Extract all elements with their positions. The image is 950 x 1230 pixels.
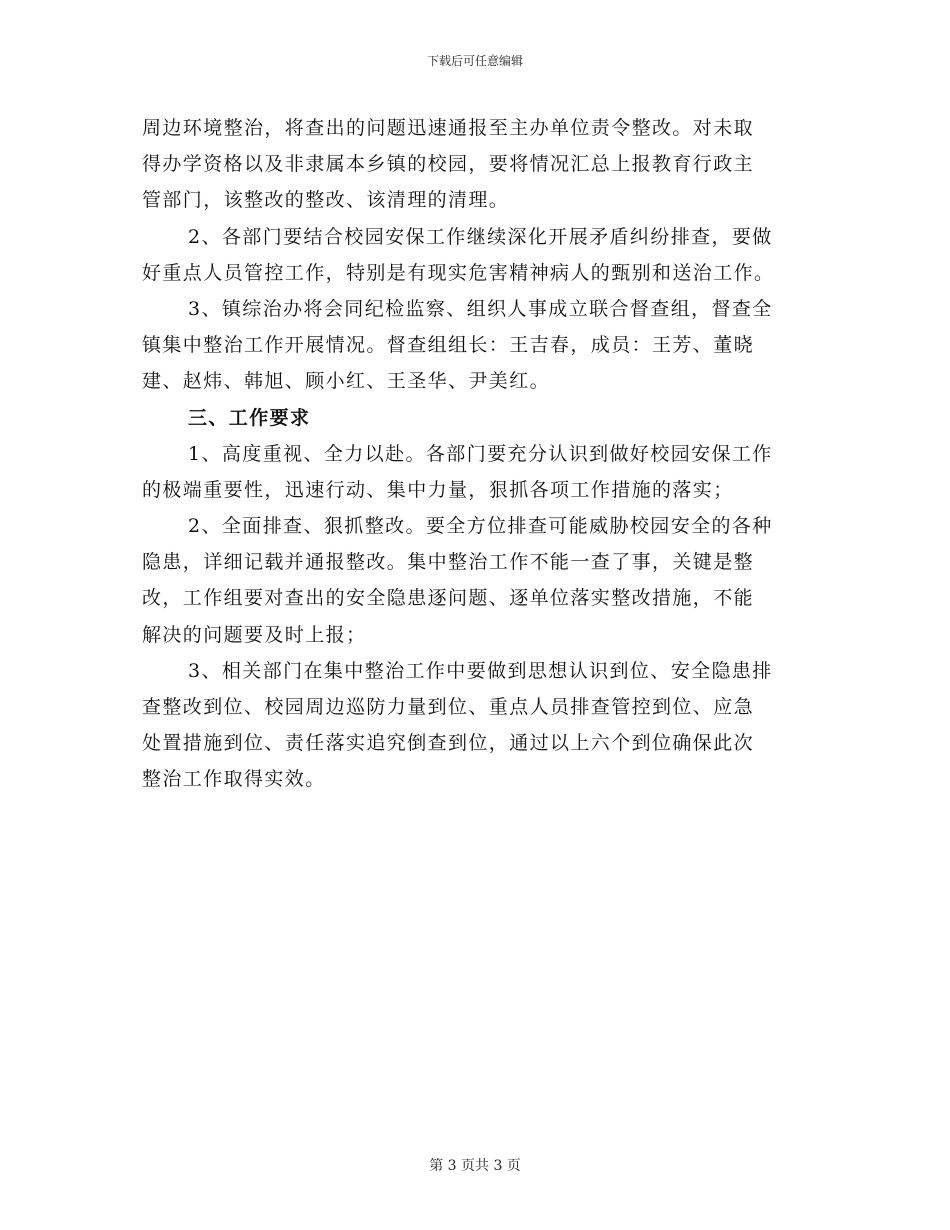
paragraph-1-line-3: 管部门，该整改的整改、该清理的清理。 [142, 189, 510, 212]
paragraph-7-line-4: 整治工作取得实效。 [142, 768, 326, 791]
section-heading: 三、工作要求 [188, 406, 311, 429]
document-body [142, 110, 812, 798]
paragraph-7-line-2: 查整改到位、校园周边巡防力量到位、重点人员排查管控到位、应急 [142, 696, 755, 718]
paragraph-1-line-2: 得办学资格以及非隶属本乡镇的校园，要将情况汇总上报教育行政主 [142, 153, 755, 176]
paragraph-6-line-1: 2、全面排查、狠抓整改。要全方位排查可能威胁校园安全的各种 [188, 515, 773, 538]
paragraph-3-line-3: 建、赵炜、韩旭、顾小红、王圣华、尹美红。 [142, 370, 551, 393]
paragraph-6-line-2: 隐患，详细记载并通报整改。集中整治工作不能一查了事，关键是整 [142, 551, 755, 574]
page-header-note: 下载后可任意编辑 [426, 54, 523, 68]
page-number: 第 3 页共 3 页 [429, 1158, 521, 1174]
paragraph-6-line-3: 改，工作组要对查出的安全隐患逐问题、逐单位落实整改措施，不能 [142, 587, 755, 610]
paragraph-3-line-1: 3、镇综治办将会同纪检监察、组织人事成立联合督查组，督查全 [188, 297, 773, 320]
paragraph-2-line-2: 好重点人员管控工作，特别是有现实危害精神病人的甄别和送治工作。 [142, 261, 775, 284]
paragraph-6-line-4: 解决的问题要及时上报； [142, 623, 367, 646]
paragraph-2-line-1: 2、各部门要结合校园安保工作继续深化开展矛盾纠纷排查，要做 [188, 225, 773, 248]
paragraph-5-line-2: 的极端重要性，迅速行动、集中力量，狠抓各项工作措施的落实； [142, 478, 734, 501]
paragraph-1-line-1: 周边环境整治，将查出的问题迅速通报至主办单位责令整改。对未取 [142, 117, 755, 139]
paragraph-3-line-2: 镇集中整治工作开展情况。督查组组长：王吉春，成员：王芳、董晓 [142, 334, 755, 357]
paragraph-7-line-3: 处置措施到位、责任落实追究倒查到位，通过以上六个到位确保此次 [142, 732, 755, 755]
paragraph-7-line-1: 3、相关部门在集中整治工作中要做到思想认识到位、安全隐患排 [188, 659, 773, 682]
paragraph-5-line-1: 1、高度重视、全力以赴。各部门要充分认识到做好校园安保工作 [188, 442, 773, 465]
